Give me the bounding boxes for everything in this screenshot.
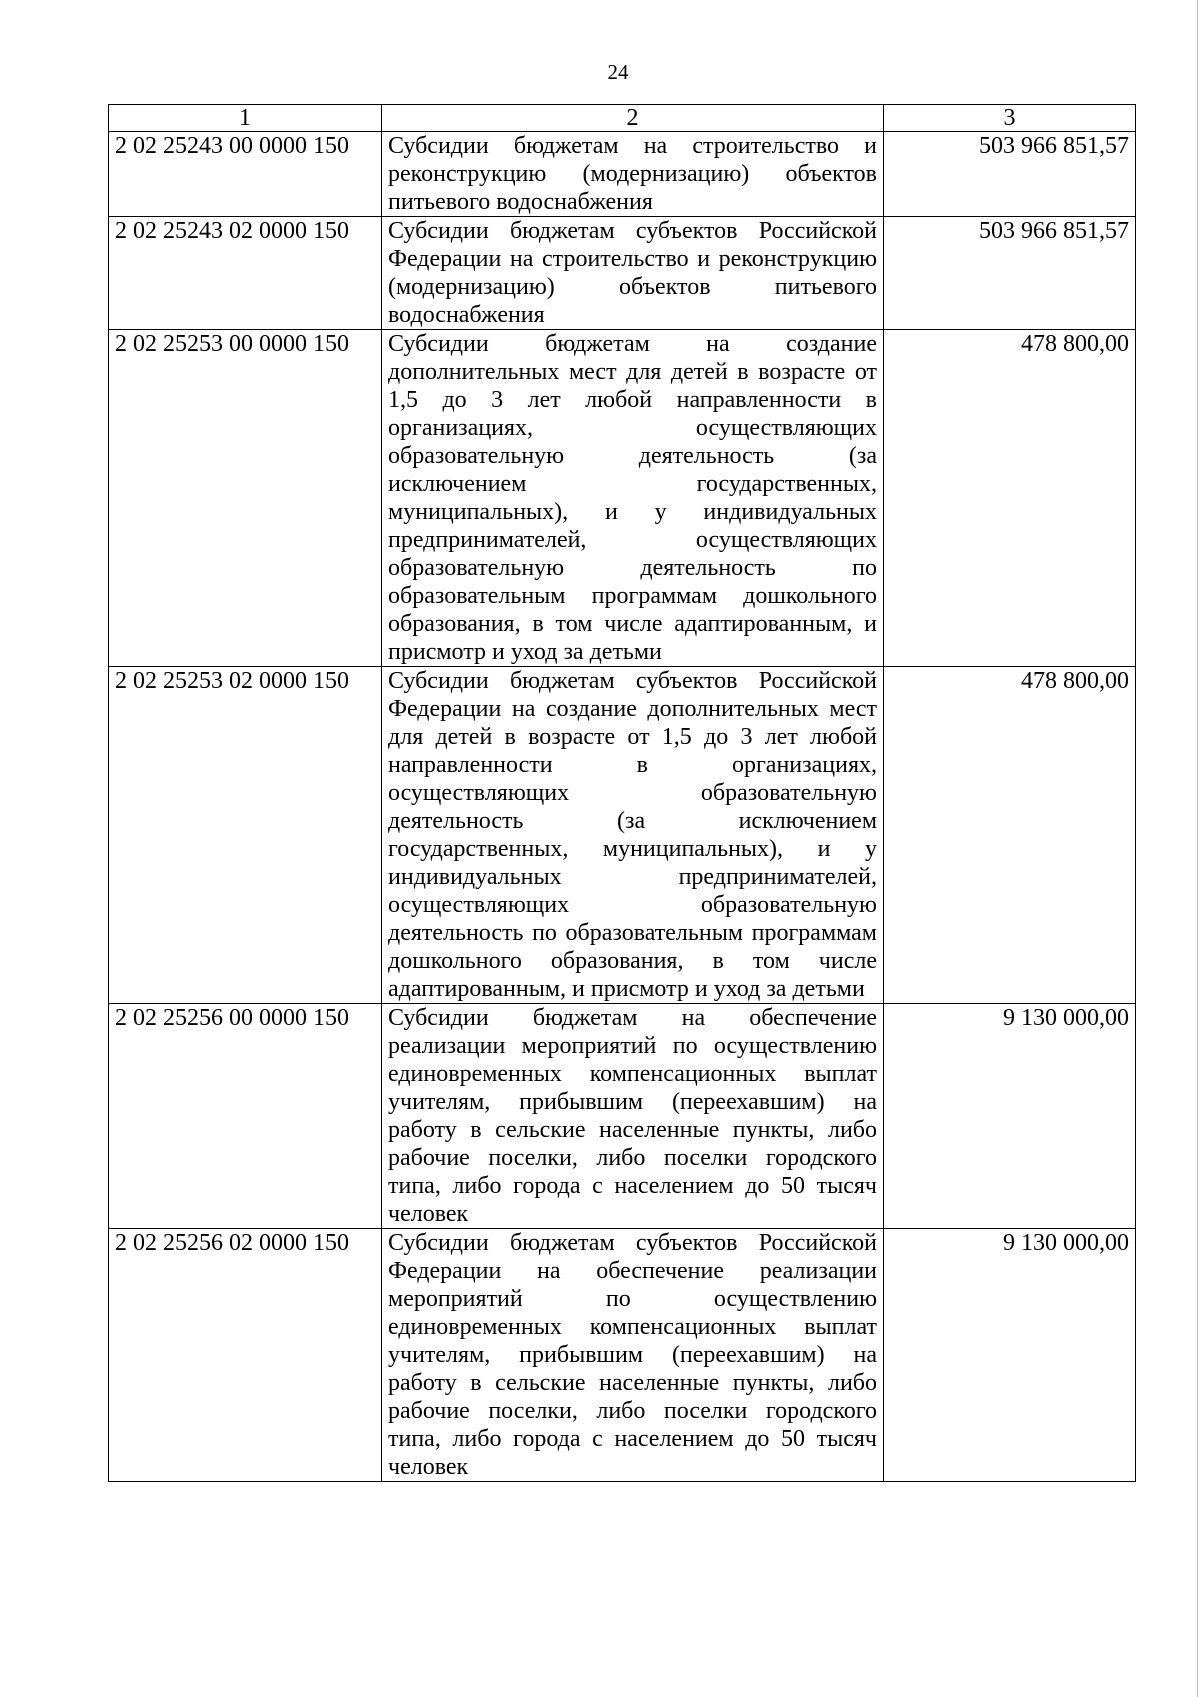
row-code: 2 02 25256 00 0000 150	[109, 1004, 382, 1229]
page-number: 24	[607, 60, 629, 84]
header-col-1: 1	[109, 105, 382, 132]
row-name: Субсидии бюджетам субъектов Российской Федерации на строительство и реконструкцию (модернизацию) объектов питьевого водоснабжения	[382, 217, 884, 330]
scan-edge-line	[1197, 0, 1198, 1697]
row-name: Субсидии бюджетам на обеспечение реализации мероприятий по осуществлению единовременных компенсационных выплат учителям, прибывшим (переехавшим) на работу в сельские населенные пункты, либо рабочие поселки, либо поселки городского типа, либо города с населением до 50 тысяч человек	[382, 1004, 884, 1229]
row-amount: 478 800,00	[884, 667, 1136, 1004]
row-code: 2 02 25253 02 0000 150	[109, 667, 382, 1004]
row-code: 2 02 25243 02 0000 150	[109, 217, 382, 330]
row-amount: 478 800,00	[884, 330, 1136, 667]
table-row	[109, 217, 1136, 330]
row-name: Субсидии бюджетам на создание дополнительных мест для детей в возрасте от 1,5 до 3 лет любой направленности в организациях, осуществляющих образовательную деятельность (за исключением государственных, муниципальных), и у индивидуальных предпринимателей, осуществляющих образовательную деятельность по образовательным программам дошкольного образования, в том числе адаптированным, и присмотр и уход за детьми	[382, 330, 884, 667]
budget-table	[108, 104, 1136, 1482]
row-amount: 503 966 851,57	[884, 217, 1136, 330]
row-name: Субсидии бюджетам на строительство и реконструкцию (модернизацию) объектов питьевого водоснабжения	[382, 132, 884, 217]
row-amount: 9 130 000,00	[884, 1004, 1136, 1229]
row-amount: 9 130 000,00	[884, 1229, 1136, 1482]
row-code: 2 02 25253 00 0000 150	[109, 330, 382, 667]
header-col-2: 2	[382, 105, 884, 132]
header-col-3: 3	[884, 105, 1136, 132]
table-row	[109, 1004, 1136, 1229]
table-row	[109, 330, 1136, 667]
table-row	[109, 667, 1136, 1004]
row-code: 2 02 25243 00 0000 150	[109, 132, 382, 217]
table-header-row	[109, 105, 1136, 132]
table-row	[109, 132, 1136, 217]
row-name: Субсидии бюджетам субъектов Российской Федерации на обеспечение реализации мероприятий по осуществлению единовременных компенсационных выплат учителям, прибывшим (переехавшим) на работу в сельские населенные пункты, либо рабочие поселки, либо поселки городского типа, либо города с населением до 50 тысяч человек	[382, 1229, 884, 1482]
row-amount: 503 966 851,57	[884, 132, 1136, 217]
table-row	[109, 1229, 1136, 1482]
row-name: Субсидии бюджетам субъектов Российской Федерации на создание дополнительных мест для детей в возрасте от 1,5 до 3 лет любой направленности в организациях, осуществляющих образовательную деятельность (за исключением государственных, муниципальных), и у индивидуальных предпринимателей, осуществляющих образовательную деятельность по образовательным программам дошкольного образования, в том числе адаптированным, и присмотр и уход за детьми	[382, 667, 884, 1004]
row-code: 2 02 25256 02 0000 150	[109, 1229, 382, 1482]
